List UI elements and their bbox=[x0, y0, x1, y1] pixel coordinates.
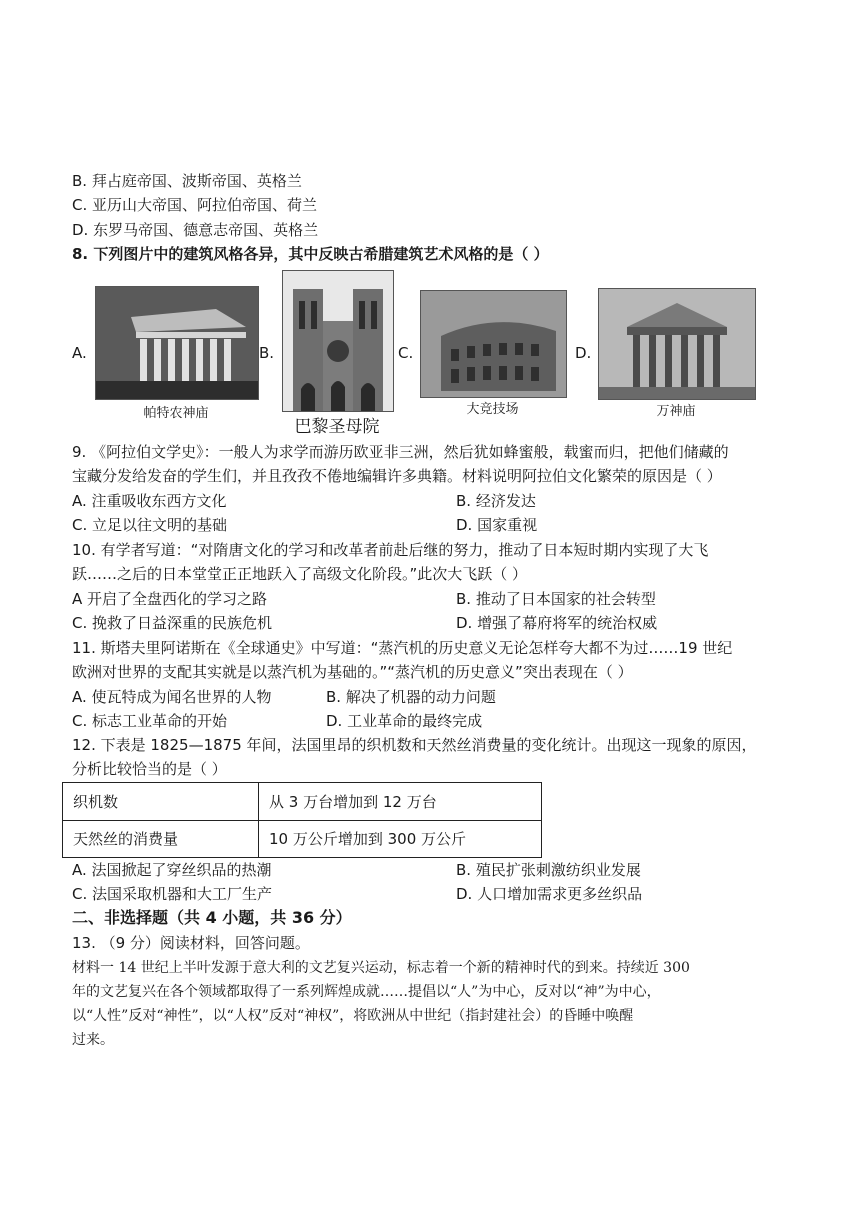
pantheon-photo bbox=[598, 288, 756, 400]
q9-stem-line1: 9. 《阿拉伯文学史》：一般人为求学而游历欧亚非三洲，然后犹如蜂蜜般，载蜜而归，把他们储藏的 bbox=[72, 443, 729, 461]
parthenon-icon bbox=[96, 287, 258, 399]
q9-option-a: A. 注重吸收东西方文化 bbox=[72, 492, 227, 510]
q13-material1-line1: 材料一 14 世纪上半叶发源于意大利的文艺复兴运动，标志着一个新的精神时代的到来。持续近 300 bbox=[72, 960, 690, 976]
q10-option-c: C. 挽救了日益深重的民族危机 bbox=[72, 614, 273, 632]
table-cell-label: 天然丝的消费量 bbox=[63, 820, 259, 858]
table-row bbox=[63, 820, 542, 858]
table-row bbox=[63, 783, 542, 821]
q13-material1-line2: 年的文艺复兴在各个领域都取得了一系列辉煌成就……提倡以“人”为中心，反对以“神”为中心， bbox=[72, 984, 661, 1000]
q12-stem-line2: 分析比较恰当的是（ ） bbox=[72, 760, 227, 778]
q10-option-a: A 开启了全盘西化的学习之路 bbox=[72, 590, 268, 608]
colosseum-icon bbox=[421, 291, 566, 397]
q8-caption-a: 帕特农神庙 bbox=[143, 406, 209, 421]
q13-stem: 13. （9 分）阅读材料，回答问题。 bbox=[72, 934, 310, 952]
table-cell-label: 织机数 bbox=[63, 783, 259, 821]
q7-option-b: B. 拜占庭帝国、波斯帝国、英格兰 bbox=[72, 172, 302, 190]
q7-option-c: C. 亚历山大帝国、阿拉伯帝国、荷兰 bbox=[72, 196, 318, 214]
q12-option-b: B. 殖民扩张刺激纺织业发展 bbox=[456, 861, 641, 879]
q8-caption-b: 巴黎圣母院 bbox=[294, 417, 380, 437]
q9-option-c: C. 立足以往文明的基础 bbox=[72, 516, 228, 534]
q8-image-c-letter: C. bbox=[398, 344, 414, 362]
q11-option-d: D. 工业革命的最终完成 bbox=[326, 712, 483, 730]
colosseum-photo bbox=[420, 290, 567, 398]
q12-stem-line1: 12. 下表是 1825—1875 年间，法国里昂的织机数和天然丝消费量的变化统计。出现这一现象的原因， bbox=[72, 736, 757, 754]
q9-stem-line2: 宝藏分发给发奋的学生们，并且孜孜不倦地编辑许多典籍。材料说明阿拉伯文化繁荣的原因是（ ） bbox=[72, 467, 722, 485]
q9-option-b: B. 经济发达 bbox=[456, 492, 536, 510]
section-heading: 二、非选择题（共 4 小题，共 36 分） bbox=[72, 908, 352, 927]
q10-stem-line2: 跃……之后的日本堂堂正正地跃入了高级文化阶段。”此次大飞跃（ ） bbox=[72, 565, 528, 583]
q11-option-a: A. 使瓦特成为闻名世界的人物 bbox=[72, 688, 272, 706]
q8-image-b-letter: B. bbox=[259, 344, 275, 362]
q10-option-b: B. 推动了日本国家的社会转型 bbox=[456, 590, 656, 608]
q9-option-d: D. 国家重视 bbox=[456, 516, 538, 534]
q12-option-c: C. 法国采取机器和大工厂生产 bbox=[72, 885, 273, 903]
q11-option-c: C. 标志工业革命的开始 bbox=[72, 712, 228, 730]
q12-option-a: A. 法国掀起了穿丝织品的热潮 bbox=[72, 861, 272, 879]
q12-data-table bbox=[62, 782, 542, 858]
q8-caption-c: 大竞技场 bbox=[466, 402, 519, 417]
q8-image-d-letter: D. bbox=[575, 344, 592, 362]
table-cell-value: 10 万公斤增加到 300 万公斤 bbox=[259, 820, 542, 858]
q8-image-a-letter: A. bbox=[72, 344, 87, 362]
q13-material1-line4: 过来。 bbox=[72, 1032, 114, 1048]
q8-stem: 8. 下列图片中的建筑风格各异，其中反映古希腊建筑艺术风格的是（ ） bbox=[72, 245, 549, 263]
table-cell-value: 从 3 万台增加到 12 万台 bbox=[259, 783, 542, 821]
pantheon-icon bbox=[599, 289, 755, 399]
q10-option-d: D. 增强了幕府将军的统治权威 bbox=[456, 614, 658, 632]
q13-material1-line3: 以“人性”反对“神性”，以“人权”反对“神权”，将欧洲从中世纪（指封建社会）的昏睡中唤醒 bbox=[72, 1008, 634, 1024]
q11-stem-line2: 欧洲对世界的支配其实就是以蒸汽机为基础的。”“蒸汽机的历史意义”突出表现在（ ） bbox=[72, 663, 633, 681]
q11-option-b: B. 解决了机器的动力问题 bbox=[326, 688, 496, 706]
q11-stem-line1: 11. 斯塔夫里阿诺斯在《全球通史》中写道：“蒸汽机的历史意义无论怎样夸大都不为过……19 世纪 bbox=[72, 639, 733, 657]
q7-option-d: D. 东罗马帝国、德意志帝国、英格兰 bbox=[72, 221, 319, 239]
cathedral-icon bbox=[283, 271, 393, 411]
notre-dame-photo bbox=[282, 270, 394, 412]
q8-caption-d: 万神庙 bbox=[656, 404, 696, 419]
q10-stem-line1: 10. 有学者写道：“对隋唐文化的学习和改革者前赴后继的努力，推动了日本短时期内实现了大飞 bbox=[72, 541, 709, 559]
parthenon-photo bbox=[95, 286, 259, 400]
q12-option-d: D. 人口增加需求更多丝织品 bbox=[456, 885, 643, 903]
